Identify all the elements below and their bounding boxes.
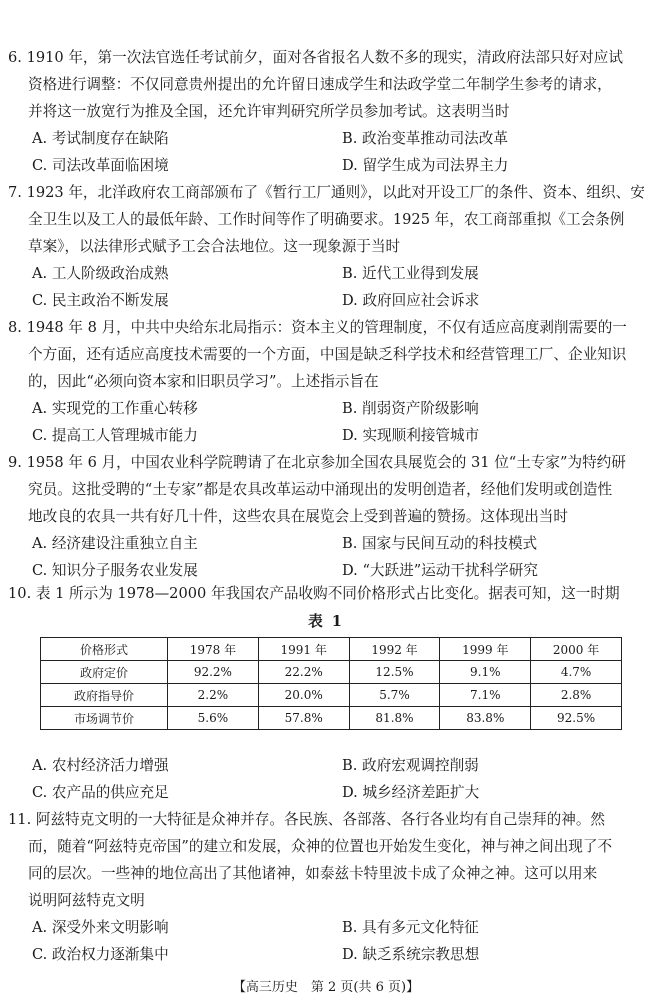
question-7-option-c: C. 民主政治不断发展 <box>32 292 169 309</box>
table-header-cell: 1991 年 <box>258 638 349 661</box>
question-8-option-d: D. 实现顺利接管城市 <box>342 427 480 444</box>
table-cell: 12.5% <box>349 661 440 684</box>
table-row <box>41 684 622 707</box>
page-footer: 【高三历史 第 2 页(共 6 页)】 <box>232 980 420 995</box>
table-row <box>41 661 622 684</box>
table-header-row <box>41 638 622 661</box>
question-8-line-3: 的，因此“必须向资本家和旧职员学习”。上述指示旨在 <box>28 373 379 390</box>
table-cell: 4.7% <box>531 661 622 684</box>
question-11-line-2: 而，随着“阿兹特克帝国”的建立和发展，众神的位置也开始发生变化，神与神之间出现了不 <box>28 838 613 855</box>
question-9-option-b: B. 国家与民间互动的科技模式 <box>342 535 538 552</box>
question-11-option-b: B. 具有多元文化特征 <box>342 919 479 936</box>
question-7-option-a: A. 工人阶级政治成熟 <box>32 265 169 282</box>
table-cell: 83.8% <box>440 707 531 730</box>
question-7-option-b: B. 近代工业得到发展 <box>342 265 479 282</box>
question-8-option-c: C. 提高工人管理城市能力 <box>32 427 198 444</box>
question-8-line-1: 8. 1948 年 8 月，中共中央给东北局指示：资本主义的管理制度，不仅有适应高度剥削需要的一 <box>8 319 627 336</box>
question-8-option-b: B. 削弱资产阶级影响 <box>342 400 479 417</box>
question-6-option-a: A. 考试制度存在缺陷 <box>32 130 169 147</box>
question-9-line-1: 9. 1958 年 6 月，中国农业科学院聘请了在北京参加全国农具展览会的 31 位“土专家”为特约研 <box>8 454 626 471</box>
question-9-option-d: D. “大跃进”运动干扰科学研究 <box>342 562 538 579</box>
question-10-line-1: 10. 表 1 所示为 1978—2000 年我国农产品收购不同价格形式占比变化。据表可知，这一时期 <box>8 585 620 602</box>
question-11-option-c: C. 政治权力逐渐集中 <box>32 946 169 963</box>
table-cell: 20.0% <box>258 684 349 707</box>
question-7-option-d: D. 政府回应社会诉求 <box>342 292 480 309</box>
table-cell: 政府定价 <box>41 661 168 684</box>
question-9-option-a: A. 经济建设注重独立自主 <box>32 535 198 552</box>
question-9-line-2: 究员。这批受聘的“土专家”都是农具改革运动中涌现出的发明创造者，经他们发明或创造性 <box>28 481 613 498</box>
table-header-cell: 1978 年 <box>168 638 259 661</box>
table-cell: 5.6% <box>168 707 259 730</box>
table-cell: 22.2% <box>258 661 349 684</box>
table-row <box>41 707 622 730</box>
table-cell: 政府指导价 <box>41 684 168 707</box>
table-cell: 57.8% <box>258 707 349 730</box>
question-11-option-d: D. 缺乏系统宗教思想 <box>342 946 480 963</box>
question-6-line-2: 资格进行调整：不仅同意贵州提出的允许留日速成学生和法政学堂二年制学生参考的请求， <box>28 76 612 93</box>
table-cell: 81.8% <box>349 707 440 730</box>
table-cell: 2.8% <box>531 684 622 707</box>
table-cell: 7.1% <box>440 684 531 707</box>
table-header-cell: 1992 年 <box>349 638 440 661</box>
question-11-line-4: 说明阿兹特克文明 <box>28 892 145 909</box>
question-10-option-d: D. 城乡经济差距扩大 <box>342 784 480 801</box>
question-8-line-2: 个方面，还有适应高度技术需要的一个方面，中国是缺乏科学技术和经营管理工厂、企业知识 <box>28 346 627 363</box>
price-form-table <box>40 637 622 730</box>
question-10-option-b: B. 政府宏观调控削弱 <box>342 757 479 774</box>
table-title: 表 1 <box>308 613 344 630</box>
question-9-option-c: C. 知识分子服务农业发展 <box>32 562 198 579</box>
table-header-cell: 2000 年 <box>531 638 622 661</box>
question-9-line-3: 地改良的农具一共有好几十件，这些农具在展览会上受到普遍的赞扬。这体现出当时 <box>28 508 568 525</box>
table-cell: 2.2% <box>168 684 259 707</box>
table-cell: 9.1% <box>440 661 531 684</box>
question-11-line-1: 11. 阿兹特克文明的一大特征是众神并存。各民族、各部落、各行各业均有自己崇拜的神。然 <box>8 811 606 828</box>
table-cell: 92.5% <box>531 707 622 730</box>
question-6-option-d: D. 留学生成为司法界主力 <box>342 157 509 174</box>
question-7-line-2: 全卫生以及工人的最低年龄、工作时间等作了明确要求。1925 年，农工商部重拟《工会条例 <box>28 211 625 228</box>
table-cell: 市场调节价 <box>41 707 168 730</box>
question-7-line-1: 7. 1923 年，北洋政府农工商部颁布了《暂行工厂通则》，以此对开设工厂的条件、资本、组织、安 <box>8 184 645 201</box>
question-6-line-1: 6. 1910 年，第一次法官选任考试前夕，面对各省报名人数不多的现实，清政府法部只好对应试 <box>8 49 623 66</box>
question-6-option-b: B. 政治变革推动司法改革 <box>342 130 508 147</box>
question-11-line-3: 同的层次。一些神的地位高出了其他诸神，如泰兹卡特里波卡成了众神之神。这可以用来 <box>28 865 598 882</box>
question-7-line-3: 草案》，以法律形式赋予工会合法地位。这一现象源于当时 <box>28 238 401 255</box>
question-11-option-a: A. 深受外来文明影响 <box>32 919 169 936</box>
question-6-line-3: 并将这一放宽行为推及全国，还允许审判研究所学员参加考试。这表明当时 <box>28 103 510 120</box>
table-cell: 5.7% <box>349 684 440 707</box>
table-header-cell: 1999 年 <box>440 638 531 661</box>
question-10-option-a: A. 农村经济活力增强 <box>32 757 169 774</box>
question-8-option-a: A. 实现党的工作重心转移 <box>32 400 198 417</box>
table-header-cell: 价格形式 <box>41 638 168 661</box>
question-6-option-c: C. 司法改革面临困境 <box>32 157 169 174</box>
table-cell: 92.2% <box>168 661 259 684</box>
question-10-option-c: C. 农产品的供应充足 <box>32 784 169 801</box>
